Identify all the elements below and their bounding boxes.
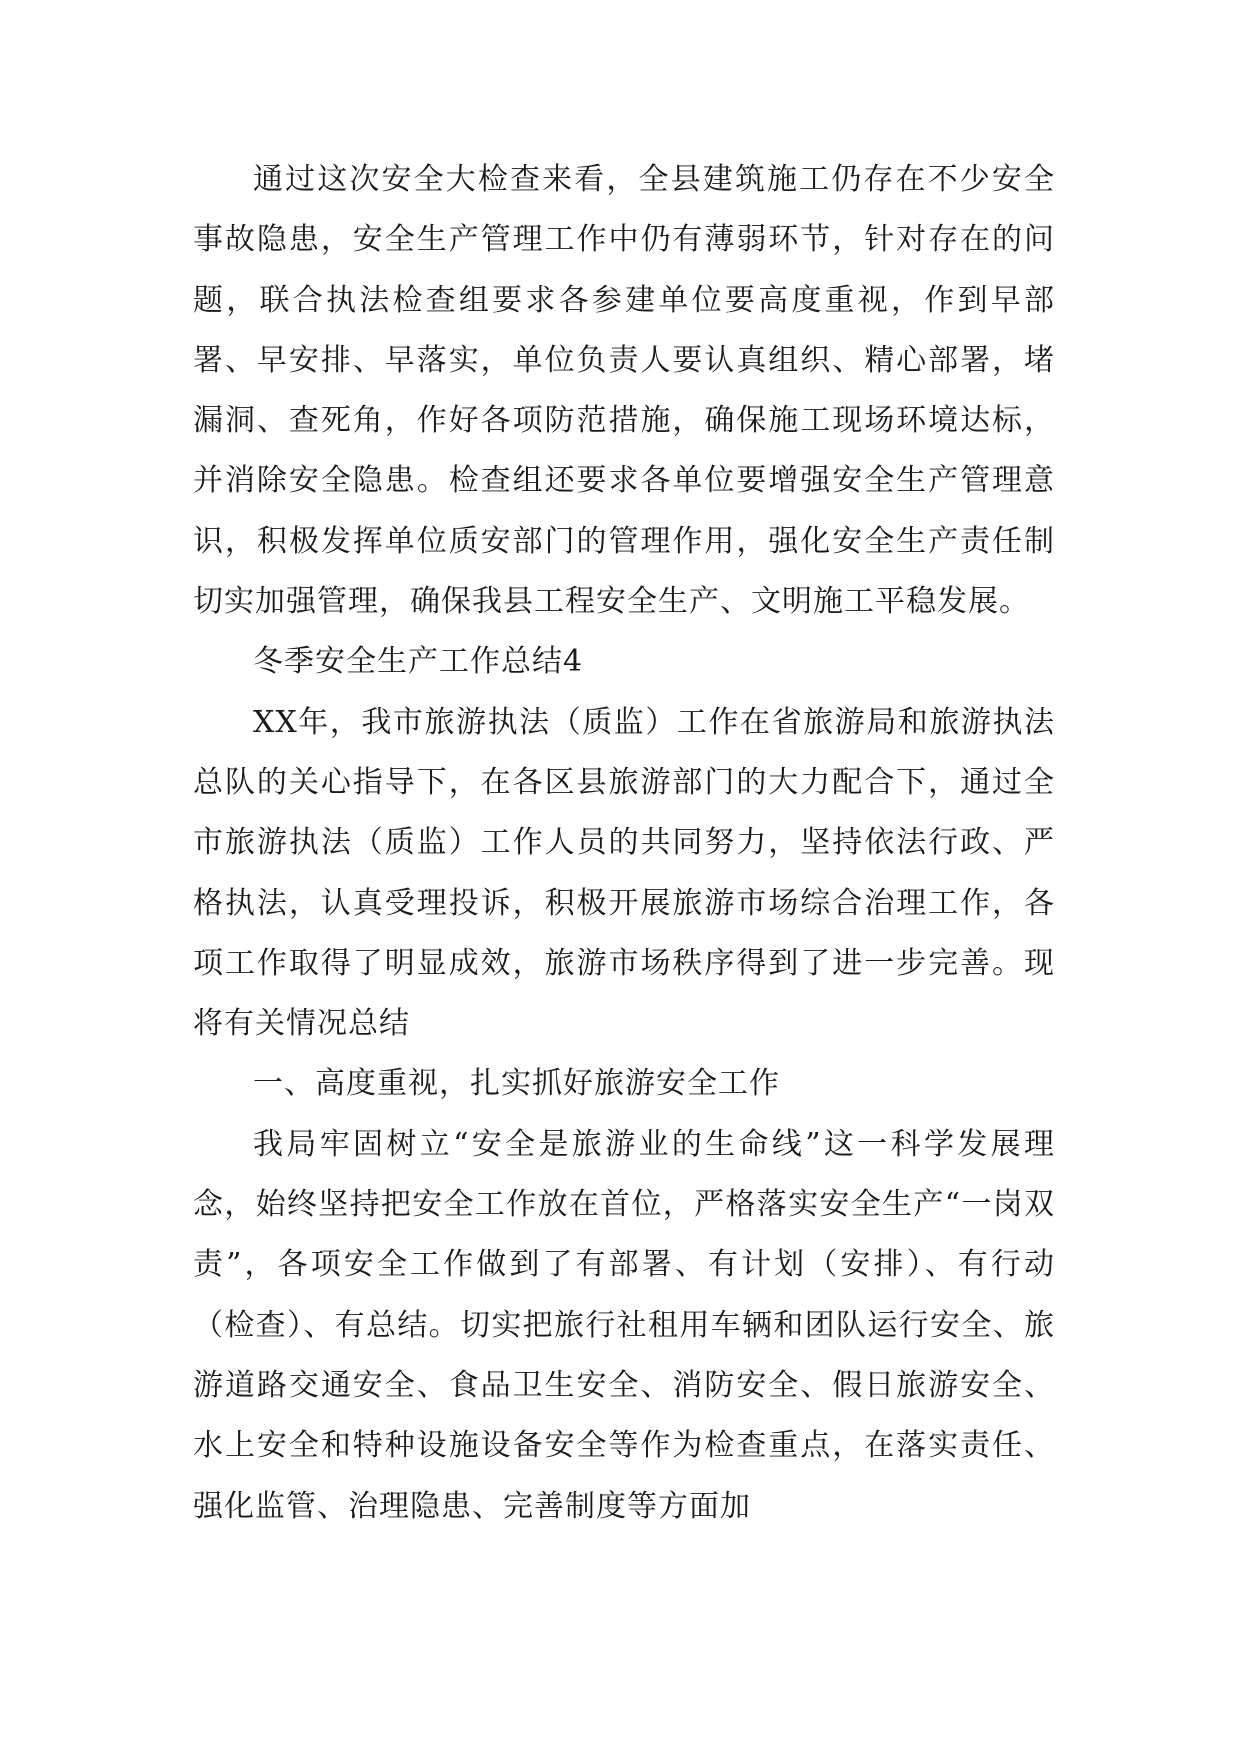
section-title-winter-safety-4: 冬季安全生产工作总结4: [253, 644, 584, 680]
document-body: [193, 150, 1055, 1537]
paragraph-safety-lifeline: 我局牢固树立“安全是旅游业的生命线”这一科学发展理念，始终坚持把安全工作放在首位，严格落实安全生产“一岗双责”，各项安全工作做到了有部署、有计划（安排）、有行动（检查）、有总结。切实把旅行社租用车辆和团队运行安全、旅游道路交通安全、食品卫生安全、消防安全、假日旅游安全、水上安全和特种设施设备安全等作为检查重点，在落实责任、强化监管、治理隐患、完善制度等方面加: [193, 1126, 1055, 1524]
paragraph-inspection-summary: 通过这次安全大检查来看，全县建筑施工仍存在不少安全事故隐患，安全生产管理工作中仍有薄弱环节，针对存在的问题，联合执法检查组要求各参建单位要高度重视，作到早部署、早安排、早落实，单位负责人要认真组织、精心部署，堵漏洞、查死角，作好各项防范措施，确保施工现场环境达标，并消除安全隐患。检查组还要求各单位要增强安全生产管理意识，积极发挥单位质安部门的管理作用，强化安全生产责任制切实加强管理，确保我县工程安全生产、文明施工平稳发展。: [193, 162, 1055, 620]
heading-tourism-safety: 一、高度重视，扎实抓好旅游安全工作: [253, 1066, 780, 1102]
paragraph-tourism-enforcement: XX年，我市旅游执法（质监）工作在省旅游局和旅游执法总队的关心指导下，在各区县旅游部门的大力配合下，通过全市旅游执法（质监）工作人员的共同努力，坚持依法行政、严格执法，认真受理投诉，积极开展旅游市场综合治理工作，各项工作取得了明显成效，旅游市场秩序得到了进一步完善。现将有关情况总结: [193, 704, 1055, 1042]
